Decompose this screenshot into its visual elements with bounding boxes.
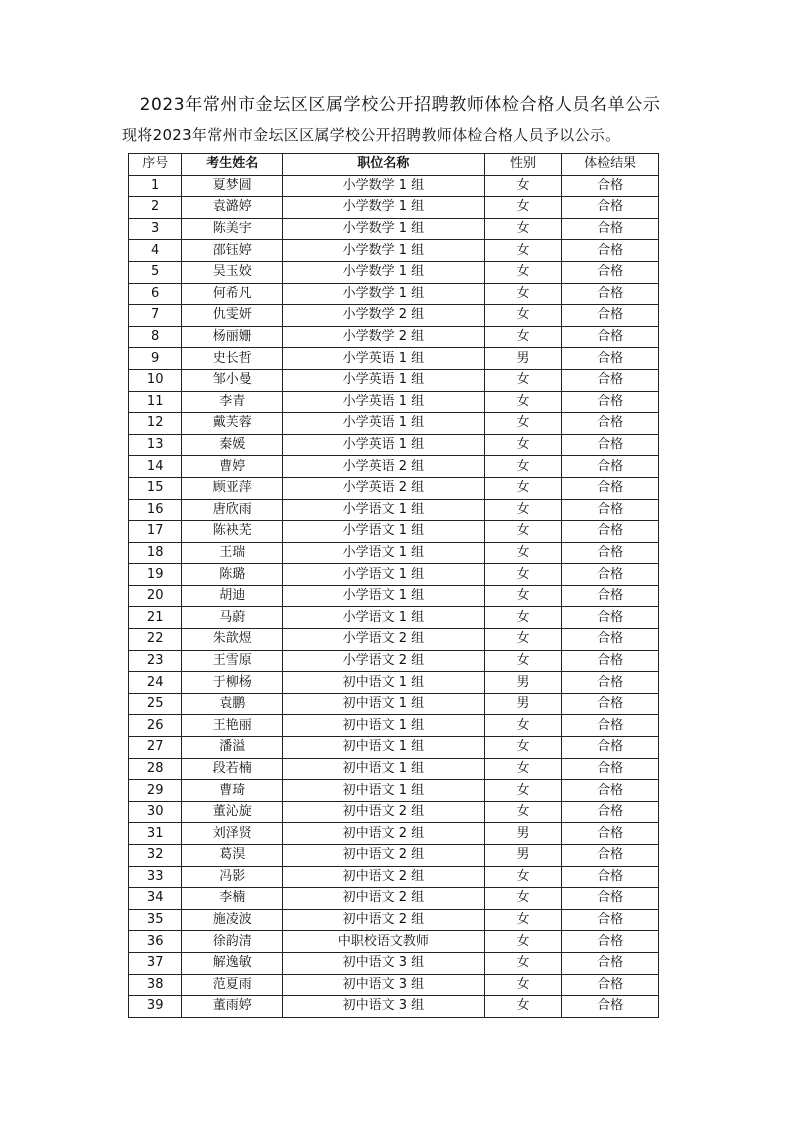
table-row <box>129 866 659 888</box>
cell-result: 合格 <box>562 261 659 283</box>
cell-gender: 男 <box>484 845 562 867</box>
cell-name: 李青 <box>182 391 283 413</box>
cell-name: 潘溢 <box>182 737 283 759</box>
cell-index: 36 <box>129 931 182 953</box>
cell-position: 小学语文 1 组 <box>283 542 485 564</box>
cell-gender: 女 <box>484 888 562 910</box>
cell-name: 施凌波 <box>182 909 283 931</box>
cell-index: 21 <box>129 607 182 629</box>
cell-name: 马蔚 <box>182 607 283 629</box>
cell-result: 合格 <box>562 413 659 435</box>
cell-index: 24 <box>129 672 182 694</box>
cell-position: 初中语文 2 组 <box>283 866 485 888</box>
cell-gender: 男 <box>484 693 562 715</box>
cell-name: 冯影 <box>182 866 283 888</box>
cell-result: 合格 <box>562 585 659 607</box>
table-row <box>129 564 659 586</box>
cell-name: 何希凡 <box>182 283 283 305</box>
cell-index: 4 <box>129 240 182 262</box>
cell-result: 合格 <box>562 715 659 737</box>
cell-result: 合格 <box>562 845 659 867</box>
header-index: 序号 <box>129 154 182 176</box>
cell-result: 合格 <box>562 737 659 759</box>
cell-position: 小学英语 2 组 <box>283 477 485 499</box>
cell-result: 合格 <box>562 434 659 456</box>
cell-result: 合格 <box>562 693 659 715</box>
cell-index: 10 <box>129 369 182 391</box>
cell-position: 初中语文 2 组 <box>283 888 485 910</box>
cell-index: 32 <box>129 845 182 867</box>
table-row <box>129 607 659 629</box>
cell-name: 董沁旋 <box>182 801 283 823</box>
cell-index: 8 <box>129 326 182 348</box>
cell-index: 12 <box>129 413 182 435</box>
cell-index: 3 <box>129 218 182 240</box>
cell-index: 35 <box>129 909 182 931</box>
cell-position: 小学语文 2 组 <box>283 650 485 672</box>
cell-position: 小学语文 2 组 <box>283 629 485 651</box>
cell-index: 13 <box>129 434 182 456</box>
cell-name: 胡迪 <box>182 585 283 607</box>
cell-result: 合格 <box>562 801 659 823</box>
cell-index: 31 <box>129 823 182 845</box>
cell-position: 小学语文 1 组 <box>283 521 485 543</box>
cell-gender: 女 <box>484 175 562 197</box>
cell-name: 袁鹏 <box>182 693 283 715</box>
cell-name: 于柳杨 <box>182 672 283 694</box>
cell-position: 小学数学 1 组 <box>283 197 485 219</box>
cell-result: 合格 <box>562 974 659 996</box>
cell-gender: 女 <box>484 931 562 953</box>
cell-gender: 女 <box>484 197 562 219</box>
cell-gender: 女 <box>484 758 562 780</box>
cell-index: 16 <box>129 499 182 521</box>
cell-result: 合格 <box>562 758 659 780</box>
cell-index: 34 <box>129 888 182 910</box>
cell-result: 合格 <box>562 909 659 931</box>
cell-name: 杨丽姗 <box>182 326 283 348</box>
cell-gender: 女 <box>484 218 562 240</box>
cell-name: 吴玉姣 <box>182 261 283 283</box>
cell-gender: 女 <box>484 499 562 521</box>
cell-index: 25 <box>129 693 182 715</box>
cell-gender: 女 <box>484 564 562 586</box>
cell-position: 小学语文 1 组 <box>283 564 485 586</box>
table-row <box>129 369 659 391</box>
table-row <box>129 218 659 240</box>
cell-index: 26 <box>129 715 182 737</box>
cell-name: 仇雯妍 <box>182 305 283 327</box>
cell-name: 史长哲 <box>182 348 283 370</box>
table-row <box>129 477 659 499</box>
cell-position: 初中语文 2 组 <box>283 909 485 931</box>
cell-index: 20 <box>129 585 182 607</box>
table-row <box>129 240 659 262</box>
table-row <box>129 175 659 197</box>
cell-gender: 女 <box>484 477 562 499</box>
cell-position: 小学英语 1 组 <box>283 369 485 391</box>
cell-position: 初中语文 1 组 <box>283 672 485 694</box>
cell-name: 解逸敏 <box>182 952 283 974</box>
cell-gender: 女 <box>484 434 562 456</box>
cell-index: 28 <box>129 758 182 780</box>
table-row <box>129 737 659 759</box>
table-row <box>129 261 659 283</box>
cell-result: 合格 <box>562 305 659 327</box>
cell-gender: 女 <box>484 737 562 759</box>
table-row <box>129 909 659 931</box>
cell-result: 合格 <box>562 780 659 802</box>
cell-name: 戴芙蓉 <box>182 413 283 435</box>
cell-result: 合格 <box>562 218 659 240</box>
intro-paragraph: 现将2023年常州市金坛区区属学校公开招聘教师体检合格人员予以公示。 <box>122 126 621 144</box>
cell-gender: 男 <box>484 348 562 370</box>
cell-index: 15 <box>129 477 182 499</box>
table-row <box>129 413 659 435</box>
cell-index: 11 <box>129 391 182 413</box>
cell-result: 合格 <box>562 607 659 629</box>
cell-name: 邵钰婷 <box>182 240 283 262</box>
cell-name: 王雪原 <box>182 650 283 672</box>
cell-gender: 女 <box>484 261 562 283</box>
cell-gender: 女 <box>484 585 562 607</box>
cell-index: 18 <box>129 542 182 564</box>
header-name: 考生姓名 <box>182 154 283 176</box>
cell-result: 合格 <box>562 477 659 499</box>
cell-name: 李楠 <box>182 888 283 910</box>
cell-position: 初中语文 2 组 <box>283 801 485 823</box>
cell-index: 22 <box>129 629 182 651</box>
cell-position: 小学英语 1 组 <box>283 391 485 413</box>
cell-position: 初中语文 3 组 <box>283 952 485 974</box>
cell-gender: 女 <box>484 413 562 435</box>
cell-name: 陈璐 <box>182 564 283 586</box>
cell-result: 合格 <box>562 521 659 543</box>
cell-gender: 女 <box>484 283 562 305</box>
table-row <box>129 391 659 413</box>
table-row <box>129 888 659 910</box>
cell-gender: 女 <box>484 391 562 413</box>
table-row <box>129 326 659 348</box>
page-title: 2023年常州市金坛区区属学校公开招聘教师体检合格人员名单公示 <box>139 95 661 115</box>
cell-gender: 女 <box>484 974 562 996</box>
table-body <box>129 175 659 1017</box>
cell-gender: 女 <box>484 240 562 262</box>
table-row <box>129 499 659 521</box>
cell-gender: 女 <box>484 629 562 651</box>
header-position: 职位名称 <box>283 154 485 176</box>
cell-index: 38 <box>129 974 182 996</box>
cell-result: 合格 <box>562 866 659 888</box>
cell-position: 小学数学 1 组 <box>283 175 485 197</box>
cell-position: 小学数学 1 组 <box>283 283 485 305</box>
cell-position: 中职校语文教师 <box>283 931 485 953</box>
cell-position: 小学英语 1 组 <box>283 348 485 370</box>
cell-name: 邹小曼 <box>182 369 283 391</box>
cell-position: 小学语文 1 组 <box>283 607 485 629</box>
cell-name: 徐韵清 <box>182 931 283 953</box>
cell-result: 合格 <box>562 931 659 953</box>
cell-result: 合格 <box>562 564 659 586</box>
cell-position: 初中语文 3 组 <box>283 974 485 996</box>
cell-result: 合格 <box>562 823 659 845</box>
table-row <box>129 197 659 219</box>
cell-name: 陈袂芜 <box>182 521 283 543</box>
cell-index: 6 <box>129 283 182 305</box>
cell-position: 初中语文 1 组 <box>283 715 485 737</box>
cell-gender: 女 <box>484 369 562 391</box>
cell-index: 30 <box>129 801 182 823</box>
table-row <box>129 283 659 305</box>
cell-index: 14 <box>129 456 182 478</box>
cell-result: 合格 <box>562 240 659 262</box>
cell-result: 合格 <box>562 369 659 391</box>
cell-position: 小学英语 1 组 <box>283 413 485 435</box>
cell-name: 刘泽贤 <box>182 823 283 845</box>
cell-position: 小学数学 2 组 <box>283 326 485 348</box>
table-row <box>129 952 659 974</box>
table-row <box>129 585 659 607</box>
cell-index: 5 <box>129 261 182 283</box>
cell-position: 小学数学 1 组 <box>283 261 485 283</box>
cell-position: 初中语文 1 组 <box>283 780 485 802</box>
cell-gender: 女 <box>484 909 562 931</box>
cell-position: 初中语文 1 组 <box>283 693 485 715</box>
cell-gender: 女 <box>484 801 562 823</box>
table-row <box>129 434 659 456</box>
cell-name: 夏梦圆 <box>182 175 283 197</box>
results-table <box>128 153 659 1018</box>
cell-gender: 女 <box>484 326 562 348</box>
cell-index: 29 <box>129 780 182 802</box>
cell-result: 合格 <box>562 391 659 413</box>
table-row <box>129 348 659 370</box>
cell-result: 合格 <box>562 326 659 348</box>
table-row <box>129 672 659 694</box>
cell-index: 9 <box>129 348 182 370</box>
cell-index: 1 <box>129 175 182 197</box>
table-row <box>129 996 659 1018</box>
cell-position: 小学英语 2 组 <box>283 456 485 478</box>
table-header-row <box>129 154 659 176</box>
table-row <box>129 629 659 651</box>
cell-gender: 女 <box>484 305 562 327</box>
cell-result: 合格 <box>562 542 659 564</box>
cell-position: 初中语文 2 组 <box>283 845 485 867</box>
cell-gender: 男 <box>484 823 562 845</box>
cell-name: 袁潞婷 <box>182 197 283 219</box>
table-row <box>129 693 659 715</box>
cell-gender: 女 <box>484 521 562 543</box>
cell-result: 合格 <box>562 650 659 672</box>
cell-name: 曹琦 <box>182 780 283 802</box>
table-row <box>129 542 659 564</box>
cell-result: 合格 <box>562 952 659 974</box>
table-row <box>129 845 659 867</box>
table-row <box>129 931 659 953</box>
cell-name: 曹婷 <box>182 456 283 478</box>
cell-index: 7 <box>129 305 182 327</box>
cell-name: 董雨婷 <box>182 996 283 1018</box>
cell-index: 33 <box>129 866 182 888</box>
cell-index: 19 <box>129 564 182 586</box>
cell-gender: 女 <box>484 996 562 1018</box>
cell-gender: 女 <box>484 607 562 629</box>
cell-name: 范夏雨 <box>182 974 283 996</box>
cell-position: 初中语文 1 组 <box>283 758 485 780</box>
cell-name: 唐欣雨 <box>182 499 283 521</box>
cell-index: 39 <box>129 996 182 1018</box>
cell-result: 合格 <box>562 629 659 651</box>
cell-gender: 女 <box>484 542 562 564</box>
cell-result: 合格 <box>562 175 659 197</box>
cell-result: 合格 <box>562 996 659 1018</box>
cell-gender: 女 <box>484 780 562 802</box>
cell-position: 小学数学 1 组 <box>283 218 485 240</box>
cell-position: 小学数学 1 组 <box>283 240 485 262</box>
cell-gender: 女 <box>484 715 562 737</box>
cell-name: 王瑞 <box>182 542 283 564</box>
cell-name: 段若楠 <box>182 758 283 780</box>
cell-name: 朱歆煜 <box>182 629 283 651</box>
cell-position: 初中语文 1 组 <box>283 737 485 759</box>
cell-index: 17 <box>129 521 182 543</box>
table-row <box>129 801 659 823</box>
header-gender: 性别 <box>484 154 562 176</box>
table-row <box>129 823 659 845</box>
cell-result: 合格 <box>562 348 659 370</box>
cell-position: 初中语文 3 组 <box>283 996 485 1018</box>
cell-index: 2 <box>129 197 182 219</box>
cell-index: 37 <box>129 952 182 974</box>
cell-result: 合格 <box>562 672 659 694</box>
cell-result: 合格 <box>562 888 659 910</box>
cell-gender: 女 <box>484 866 562 888</box>
cell-position: 初中语文 2 组 <box>283 823 485 845</box>
table-row <box>129 715 659 737</box>
cell-index: 23 <box>129 650 182 672</box>
table-row <box>129 780 659 802</box>
table-row <box>129 305 659 327</box>
cell-position: 小学语文 1 组 <box>283 585 485 607</box>
cell-result: 合格 <box>562 283 659 305</box>
cell-result: 合格 <box>562 197 659 219</box>
table-row <box>129 974 659 996</box>
cell-name: 葛淏 <box>182 845 283 867</box>
cell-position: 小学语文 1 组 <box>283 499 485 521</box>
cell-index: 27 <box>129 737 182 759</box>
cell-gender: 男 <box>484 672 562 694</box>
header-result: 体检结果 <box>562 154 659 176</box>
table-row <box>129 758 659 780</box>
cell-name: 陈美宇 <box>182 218 283 240</box>
cell-name: 顾亚萍 <box>182 477 283 499</box>
table-row <box>129 521 659 543</box>
cell-name: 王艳丽 <box>182 715 283 737</box>
cell-result: 合格 <box>562 456 659 478</box>
cell-name: 秦媛 <box>182 434 283 456</box>
table-row <box>129 650 659 672</box>
cell-position: 小学数学 2 组 <box>283 305 485 327</box>
cell-gender: 女 <box>484 456 562 478</box>
cell-gender: 女 <box>484 952 562 974</box>
cell-gender: 女 <box>484 650 562 672</box>
table-row <box>129 456 659 478</box>
cell-result: 合格 <box>562 499 659 521</box>
cell-position: 小学英语 1 组 <box>283 434 485 456</box>
